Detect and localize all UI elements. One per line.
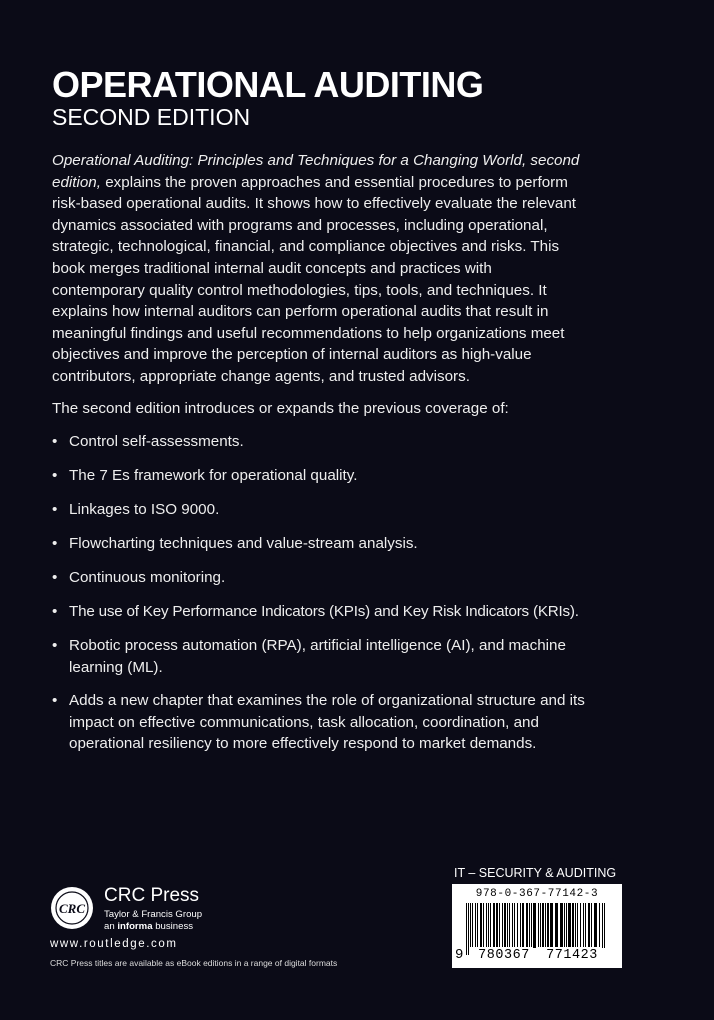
publisher-website: www.routledge.com bbox=[50, 938, 178, 950]
subject-category: IT – SECURITY & AUDITING bbox=[454, 866, 617, 880]
coverage-item bbox=[52, 567, 612, 589]
bullet-icon: • bbox=[52, 637, 58, 654]
barcode-bar bbox=[490, 903, 491, 947]
coverage-item bbox=[52, 601, 612, 623]
barcode-bar bbox=[472, 903, 473, 947]
barcode-bar bbox=[517, 903, 518, 947]
barcode-bar bbox=[585, 903, 586, 947]
informa-prefix: an bbox=[104, 921, 118, 932]
coverage-intro: The second edition introduces or expands the previous coverage of: bbox=[52, 400, 509, 417]
barcode-bar bbox=[470, 903, 471, 947]
ean-first-digit: 9 bbox=[455, 947, 464, 963]
barcode-bar bbox=[542, 903, 544, 947]
bullet-icon: • bbox=[52, 433, 58, 450]
barcode-bar bbox=[475, 903, 476, 947]
barcode-bar bbox=[504, 903, 506, 947]
coverage-item bbox=[52, 533, 612, 555]
publisher-informa bbox=[104, 921, 193, 932]
barcode-bar bbox=[499, 903, 500, 947]
ean-left-digits: 780367 bbox=[471, 948, 537, 963]
book-edition: SECOND EDITION bbox=[52, 104, 251, 130]
barcode-bar bbox=[502, 903, 503, 947]
barcode-bar bbox=[568, 903, 571, 947]
bullet-icon: • bbox=[52, 535, 58, 552]
barcode-bar bbox=[512, 903, 513, 947]
barcode-bar bbox=[575, 903, 576, 947]
bullet-icon: • bbox=[52, 467, 58, 484]
publisher-name: CRC Press bbox=[104, 885, 200, 906]
barcode-bar bbox=[514, 903, 515, 947]
barcode-bar bbox=[591, 903, 592, 947]
isbn-number: 978-0-367-77142-3 bbox=[475, 888, 599, 900]
isbn-barcode bbox=[452, 884, 622, 968]
barcode-bar bbox=[566, 903, 567, 947]
coverage-item-text: Control self-assessments. bbox=[69, 433, 244, 450]
barcode-bar bbox=[547, 903, 549, 947]
barcode-bar bbox=[509, 903, 510, 947]
barcode-bar bbox=[588, 903, 590, 947]
barcode-bar bbox=[594, 903, 597, 947]
book-title: OPERATIONAL AUDITING bbox=[52, 64, 484, 105]
coverage-item bbox=[52, 465, 612, 487]
bullet-icon: • bbox=[52, 603, 58, 620]
barcode-bar bbox=[555, 903, 558, 947]
coverage-item bbox=[52, 635, 612, 678]
informa-suffix: business bbox=[152, 921, 194, 932]
coverage-item-text: Adds a new chapter that examines the role of organizational structure and its impact on effective communications, task allocation, coordination, and operational resiliency to more effectively respond to market demands. bbox=[69, 692, 585, 753]
coverage-item bbox=[52, 690, 612, 755]
publisher-group: Taylor & Francis Group bbox=[104, 909, 203, 920]
coverage-item bbox=[52, 431, 612, 453]
book-description bbox=[52, 150, 582, 388]
barcode-bar bbox=[486, 903, 487, 947]
description-book-reference: Operational Auditing: Principles and Techniques for a Changing World, second edition, bbox=[52, 152, 580, 191]
coverage-item-text: Robotic process automation (RPA), artificial intelligence (AI), and machine learning (ML). bbox=[69, 637, 566, 676]
barcode-bar bbox=[550, 903, 553, 947]
ebook-note: CRC Press titles are available as eBook editions in a range of digital formats bbox=[50, 958, 338, 968]
barcode-bar bbox=[507, 903, 508, 947]
barcode-bar bbox=[583, 903, 584, 947]
bullet-icon: • bbox=[52, 692, 58, 709]
barcode-bar bbox=[529, 903, 530, 947]
informa-brand: informa bbox=[117, 921, 153, 932]
barcode-bar bbox=[520, 903, 521, 947]
barcode-bar bbox=[496, 903, 498, 947]
barcode-bar bbox=[468, 903, 469, 955]
barcode-bar bbox=[545, 903, 546, 947]
coverage-item-text: The 7 Es framework for operational quality. bbox=[69, 467, 358, 484]
barcode-bar bbox=[538, 903, 539, 947]
description-body: explains the proven approaches and essential procedures to perform risk-based operational audits. It shows how to effectively evaluate the relevant dynamics associated with programs and processes, including operational, strategic, technological, financial, and compliance objectives and risks. This book merges traditional internal audit concepts and practices with contemporary quality control methodologies, tips, tools, and techniques. It explains how internal auditors can perform operational audits that result in meaningful findings and useful recommendations to help organizations meet objectives and improve the perception of internal auditors as high-value contributors, appropriate change agents, and trusted advisors. bbox=[52, 173, 576, 385]
barcode-bar bbox=[572, 903, 574, 947]
ean-right-digits: 771423 bbox=[538, 948, 606, 963]
barcode-bar bbox=[577, 903, 578, 947]
coverage-item bbox=[52, 499, 612, 521]
barcode-bar bbox=[526, 903, 528, 947]
barcode-bar bbox=[488, 903, 489, 947]
barcode-bar bbox=[480, 903, 482, 947]
coverage-item-text: Continuous monitoring. bbox=[69, 569, 226, 586]
crc-logo-text: CRC bbox=[58, 901, 86, 916]
barcode-bar bbox=[580, 903, 581, 947]
barcode-bar bbox=[466, 903, 467, 955]
barcode-bar bbox=[540, 903, 541, 947]
barcode-bar bbox=[599, 903, 600, 947]
barcode-bar bbox=[560, 903, 563, 947]
bullet-icon: • bbox=[52, 501, 58, 518]
barcode-bar bbox=[564, 903, 565, 947]
barcode-bar bbox=[522, 903, 524, 947]
coverage-item-text: Flowcharting techniques and value-stream analysis. bbox=[69, 535, 418, 552]
coverage-item-text: Linkages to ISO 9000. bbox=[69, 501, 220, 518]
bullet-icon: • bbox=[52, 569, 58, 586]
barcode-bar bbox=[483, 903, 484, 947]
barcode-bar bbox=[531, 903, 532, 947]
coverage-item-text: The use of Key Performance Indicators (KPIs) and Key Risk Indicators (KRIs). bbox=[69, 603, 579, 620]
barcode-bar bbox=[493, 903, 495, 947]
crc-press-logo bbox=[50, 886, 94, 930]
barcode-bar bbox=[477, 903, 478, 947]
